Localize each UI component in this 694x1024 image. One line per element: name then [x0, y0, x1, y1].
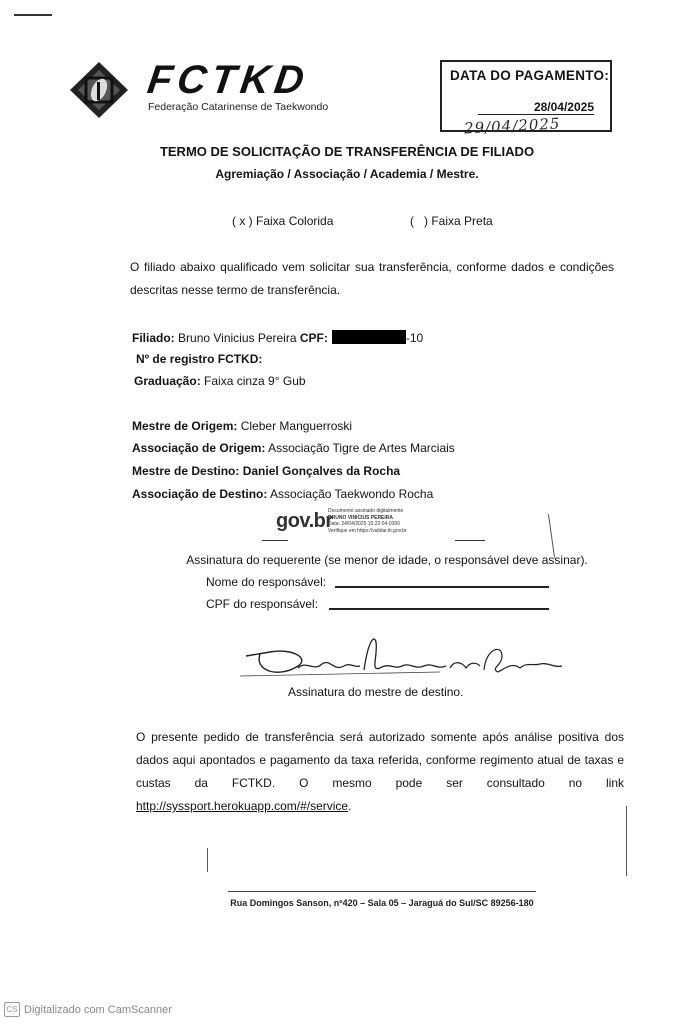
scan-mark-right: [626, 806, 627, 876]
cpf-label: CPF:: [299, 331, 328, 345]
closing-text: O presente pedido de transferência será autorizado somente após análise positiva dos dados aqui apontados e pagamento da taxa referida, conforme regimento atual de taxas e custas da FCTKD. O mesmo pode ser consultado no link: [136, 730, 624, 790]
mestre-destino-label: Mestre de Destino:: [132, 464, 240, 478]
mestre-origem-row: [132, 419, 352, 433]
responsible-name-label: Nome do responsável:: [206, 575, 327, 589]
intro-paragraph: O filiado abaixo qualificado vem solicitar sua transferência, conforme dados e condições descritas nesse termo de transferência.: [130, 260, 614, 297]
closing-paragraph: [136, 726, 624, 818]
responsible-name-line: [335, 586, 549, 588]
document-title: TERMO DE SOLICITAÇÃO DE TRANSFERÊNCIA DE FILIADO: [159, 144, 535, 159]
option-colored-belt: [232, 214, 333, 228]
mestre-origem-label: Mestre de Origem:: [132, 419, 238, 433]
assoc-origem-row: [132, 441, 455, 455]
footer-divider: [228, 891, 536, 892]
mestre-destino-row: [132, 464, 400, 478]
footer-address: Rua Domingos Sanson, nº420 – Sala 05 – Jaraguá do Sul/SC 89256-180: [230, 898, 534, 908]
graduacao-label: Graduação:: [134, 374, 201, 388]
mestre-origem-value: Cleber Manguerroski: [240, 419, 353, 433]
destination-signature-caption: Assinatura do mestre de destino.: [288, 685, 464, 699]
govbr-logo: gov.br: [276, 510, 333, 532]
responsible-cpf-line: [329, 608, 549, 610]
cpf-redaction-block: [332, 330, 406, 344]
document-subtitle: Agremiação / Associação / Academia / Mestre.: [215, 167, 479, 181]
brand-name: FCTKD: [144, 58, 312, 102]
option-colored-mark: ( x ): [232, 214, 253, 228]
govbr-line-1: Documento assinado digitalmente: [328, 508, 404, 514]
camscanner-badge: CS: [4, 1002, 20, 1017]
signature-line-right: [455, 540, 485, 541]
closing-link-suffix: .: [348, 799, 352, 813]
pen-mark: [548, 514, 555, 558]
filiado-value: Bruno Vinicius Pereira: [178, 331, 297, 345]
govbr-line-3: Data: 24/04/2025 15:22:04-0300: [328, 521, 401, 527]
fctkd-logo-icon: [66, 60, 132, 120]
filiado-label: Filiado:: [132, 331, 175, 345]
assoc-destino-row: [132, 487, 433, 501]
govbr-signature-details: [328, 508, 407, 534]
option-colored-label: Faixa Colorida: [256, 214, 334, 228]
govbr-line-2: BRUNO VINICIUS PEREIRA: [328, 514, 394, 521]
option-black-belt: [410, 214, 493, 228]
payment-date-printed: 28/04/2025: [478, 101, 594, 115]
option-black-label: Faixa Preta: [431, 214, 493, 228]
option-black-mark: ( ): [410, 214, 428, 228]
service-link[interactable]: http://syssport.herokuapp.com/#/service: [136, 799, 349, 813]
registro-row: [136, 352, 262, 366]
registro-label: Nº de registro FCTKD:: [136, 352, 263, 366]
payment-date-handwritten: 29/04/2025: [463, 114, 561, 138]
camscanner-label: Digitalizado com CamScanner: [24, 1003, 172, 1016]
assoc-destino-value: Associação Taekwondo Rocha: [270, 487, 434, 501]
destination-master-signature: [240, 632, 570, 688]
govbr-line-4: Verifique em https://validar.iti.gov.br: [328, 527, 407, 534]
requester-signature-caption: Assinatura do requerente (se menor de idade, o responsável deve assinar).: [186, 553, 588, 567]
signature-line-left: [262, 540, 288, 541]
responsible-cpf-label: CPF do responsável:: [206, 597, 319, 611]
assoc-origem-label: Associação de Origem:: [132, 441, 266, 455]
graduacao-value: Faixa cinza 9° Gub: [204, 374, 306, 388]
payment-date-title: DATA DO PAGAMENTO:: [450, 68, 610, 83]
graduacao-row: [134, 374, 306, 388]
assoc-origem-value: Associação Tigre de Artes Marciais: [268, 441, 455, 455]
mestre-destino-value: Daniel Gonçalves da Rocha: [242, 464, 401, 478]
scan-mark-left: [207, 848, 208, 872]
brand-subtitle: Federação Catarinense de Taekwondo: [148, 101, 329, 113]
scan-dash-mark: [14, 14, 52, 16]
cpf-suffix: -10: [405, 331, 424, 345]
assoc-destino-label: Associação de Destino:: [132, 487, 268, 501]
athlete-row: [132, 330, 423, 345]
camscanner-watermark: [4, 1002, 172, 1017]
